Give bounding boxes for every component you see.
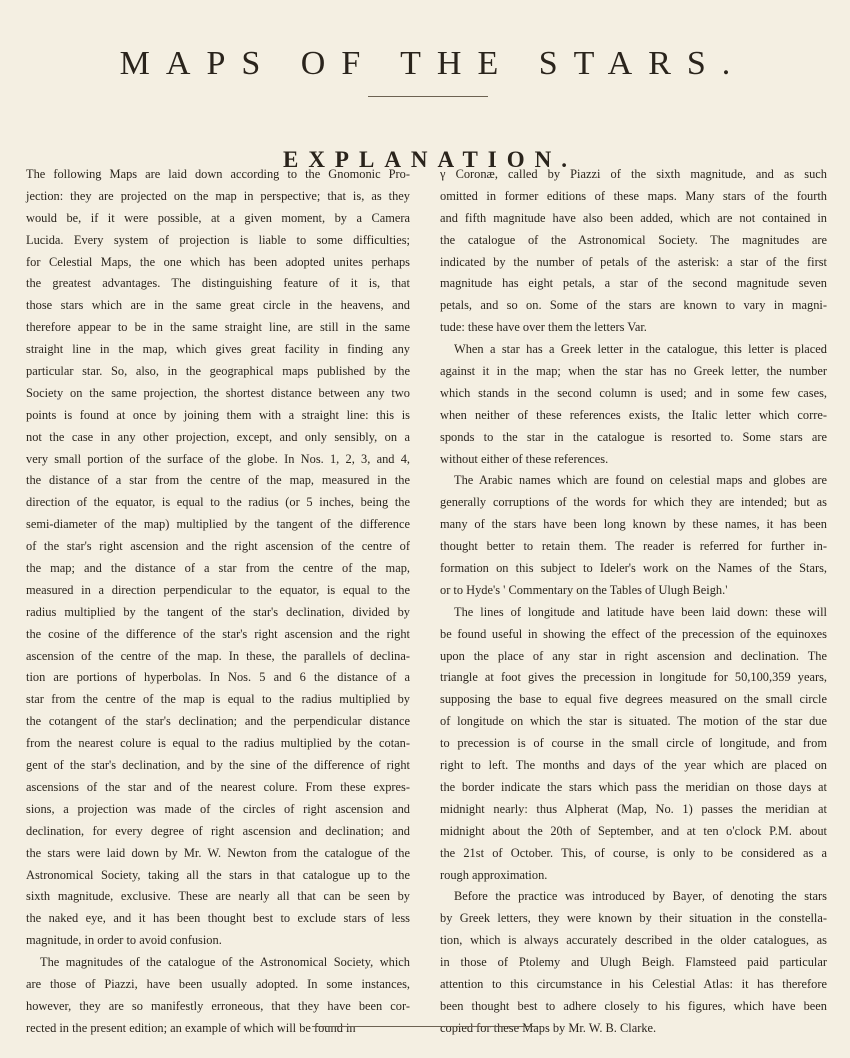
text-line: therefore appear to be in the same straight line, are still in the same [26, 320, 410, 335]
text-line: not the case in any other projection, except, and only sensibly, on a [26, 429, 410, 444]
text-line: of the star's right ascension and the right ascension of the centre of [26, 539, 410, 554]
text-line: ascension of the centre of the map. In these, the parallels of declina- [26, 648, 410, 663]
text-line: indicated by the number of petals of the asterisk: a star of the first [440, 254, 827, 269]
text-line: the cosine of the difference of the star's right ascension and the right [26, 626, 410, 641]
text-line: points is found at once by joining them with a straight line: this is [26, 407, 410, 422]
text-line: right to left. The months and days of the year which are placed on [440, 758, 827, 773]
text-line: semi-diameter of the map) multiplied by the tangent of the difference [26, 517, 410, 532]
text-line: or to Hyde's ' Commentary on the Tables of Ulugh Beigh.' [440, 582, 728, 597]
text-line: when neither of these references exists, the Italic letter which corre- [440, 407, 827, 422]
text-line: gent of the star's declination, and by the sine of the difference of right [26, 758, 410, 773]
text-line: sixth magnitude, exclusive. These are nearly all that can be seen by [26, 889, 410, 904]
text-line: which stands in the second column is used; and in some few cases, [440, 385, 827, 400]
text-line: The Arabic names which are found on celestial maps and globes are [454, 473, 827, 488]
text-line: tude: these have over them the letters Var. [440, 320, 647, 335]
text-line: the 21st of October. This, of course, is only to be considered as a [440, 845, 827, 860]
title-divider [368, 96, 488, 97]
text-line: magnitude has eight petals, a star of the second magnitude seven [440, 276, 827, 291]
footer-divider [312, 1026, 538, 1027]
text-line: against it in the map; when the star has no Greek letter, the number [440, 364, 827, 379]
text-line: many of the stars have been long known by these names, it has been [440, 517, 827, 532]
text-line: magnitude, in order to avoid confusion. [26, 933, 222, 948]
text-line: sions, a projection was made of the circles of right ascension and [26, 801, 410, 816]
text-line: the border indicate the stars which pass the meridian on those days at [440, 779, 827, 794]
text-line: The following Maps are laid down according to the Gnomonic Pro- [26, 167, 410, 181]
text-line: formation on this subject to Ideler's work on the Names of the Stars, [440, 561, 827, 576]
text-line: jection: they are projected on the map in perspective; that is, as they [26, 188, 410, 203]
text-line: generally corruptions of the words for which they are intended; but as [440, 495, 827, 510]
text-line: thought better to retain them. The reader is referred for further in- [440, 539, 827, 554]
text-line: the map; and the distance of a star from the centre of the map, [26, 561, 410, 576]
section-heading: EXPLANATION. [282, 147, 577, 173]
text-line: those stars which are in the same great circle in the heavens, and [26, 298, 410, 313]
text-line: be found useful in showing the effect of the precession of the equinoxes [440, 626, 827, 641]
text-line: the stars were laid down by Mr. W. Newton from the catalogue of the [26, 845, 410, 860]
text-line: triangle at foot gives the precession in longitude for 50,100,359 years, [440, 670, 827, 685]
text-line: without either of these references. [440, 451, 609, 466]
text-line: direction of the equator, is equal to the radius (or 5 inches, being the [26, 495, 410, 510]
text-line: are those of Piazzi, have been usually adopted. In some instances, [26, 976, 410, 991]
text-line: upon the place of any star in right ascension and declination. The [440, 648, 827, 663]
text-line: midnight nearly: thus Alpherat (Map, No. 1) passes the meridian at [440, 801, 827, 816]
text-line: by Greek letters, they were known by their situation in the constella- [440, 911, 827, 926]
text-line: sponds to the star in the catalogue is resorted to. Some stars are [440, 429, 827, 444]
text-line: declination, for every degree of right ascension and declination; and [26, 823, 410, 838]
text-line: rough approximation. [440, 867, 548, 882]
text-line: measured in a direction perpendicular to the equator, is equal to the [26, 582, 410, 597]
text-line: The magnitudes of the catalogue of the Astronomical Society, which [40, 955, 410, 970]
text-line: γ Coronæ, called by Piazzi of the sixth magnitude, and as such [440, 167, 827, 181]
text-line: would be, if it were possible, at a given moment, by a Camera [26, 210, 410, 225]
text-line: straight line in the map, which gives great facility in finding any [26, 342, 410, 357]
text-line: Society on the same projection, the shortest distance between any two [26, 385, 410, 400]
text-line: in those of Ptolemy and Ulugh Beigh. Flamsteed paid particular [440, 955, 827, 970]
text-line: from the nearest colure is equal to the radius multiplied by the cotan- [26, 736, 410, 751]
text-line: tion are portions of hyperbolas. In Nos. 5 and 6 the distance of a [26, 670, 410, 685]
text-line: for Celestial Maps, the one which has been adopted unites perhaps [26, 254, 410, 269]
text-line: the catalogue of the Astronomical Society. The magnitudes are [440, 232, 827, 247]
text-line: particular star. So, also, in the geographical maps published by the [26, 364, 410, 379]
text-line: of longitude on which the star is situated. The motion of the star due [440, 714, 827, 729]
text-line: radius multiplied by the tangent of the star's declination, divided by [26, 604, 410, 619]
text-line: Astronomical Society, taking all the stars in that catalogue up to the [26, 867, 410, 882]
text-line: the naked eye, and it has been thought best to exclude stars of less [26, 911, 410, 926]
text-line: midnight about the 20th of September, and at ten o'clock P.M. about [440, 823, 827, 838]
text-line: When a star has a Greek letter in the catalogue, this letter is placed [454, 342, 827, 357]
text-line: the cotangent of the star's declination; and the perpendicular distance [26, 714, 410, 729]
text-line: omitted in former editions of these maps. Many stars of the fourth [440, 188, 827, 203]
text-line: copied for these Maps by Mr. W. B. Clarke. [440, 1020, 657, 1035]
text-line: petals, and so on. Some of the stars are known to vary in magni- [440, 298, 827, 313]
text-line: rected in the present edition; an example of which will be found in [26, 1020, 356, 1035]
page-title: MAPS OF THE STARS. [119, 44, 747, 82]
text-line: supposing the base to equal five degrees measured on the small circle [440, 692, 827, 707]
text-line: been thought best to adhere closely to his figures, which have been [440, 998, 827, 1013]
text-line: Lucida. Every system of projection is liable to some difficulties; [26, 232, 410, 247]
text-line: star from the centre of the map is equal to the radius multiplied by [26, 692, 410, 707]
text-line: tion, which is always accurately described in the older catalogues, as [440, 933, 827, 948]
text-line: and fifth magnitude have also been added, which are not contained in [440, 210, 827, 225]
text-line: however, they are so manifestly erroneous, that they have been cor- [26, 998, 410, 1013]
text-line: ascensions of the star and of the nearest colure. From these expres- [26, 779, 410, 794]
text-line: The lines of longitude and latitude have been laid down: these will [454, 604, 827, 619]
text-line: Before the practice was introduced by Bayer, of denoting the stars [454, 889, 827, 904]
text-line: the greatest advantages. The distinguishing feature of it is, that [26, 276, 410, 291]
text-line: to precession is of course in the small circle of longitude, and from [440, 736, 827, 751]
text-line: attention to this circumstance in his Celestial Atlas: it has therefore [440, 976, 827, 991]
text-line: the distance of a star from the centre of the map, measured in the [26, 473, 410, 488]
left-text-column [26, 164, 410, 1040]
text-line: very small portion of the surface of the globe. In Nos. 1, 2, 3, and 4, [26, 451, 410, 466]
right-text-column [440, 164, 827, 1040]
